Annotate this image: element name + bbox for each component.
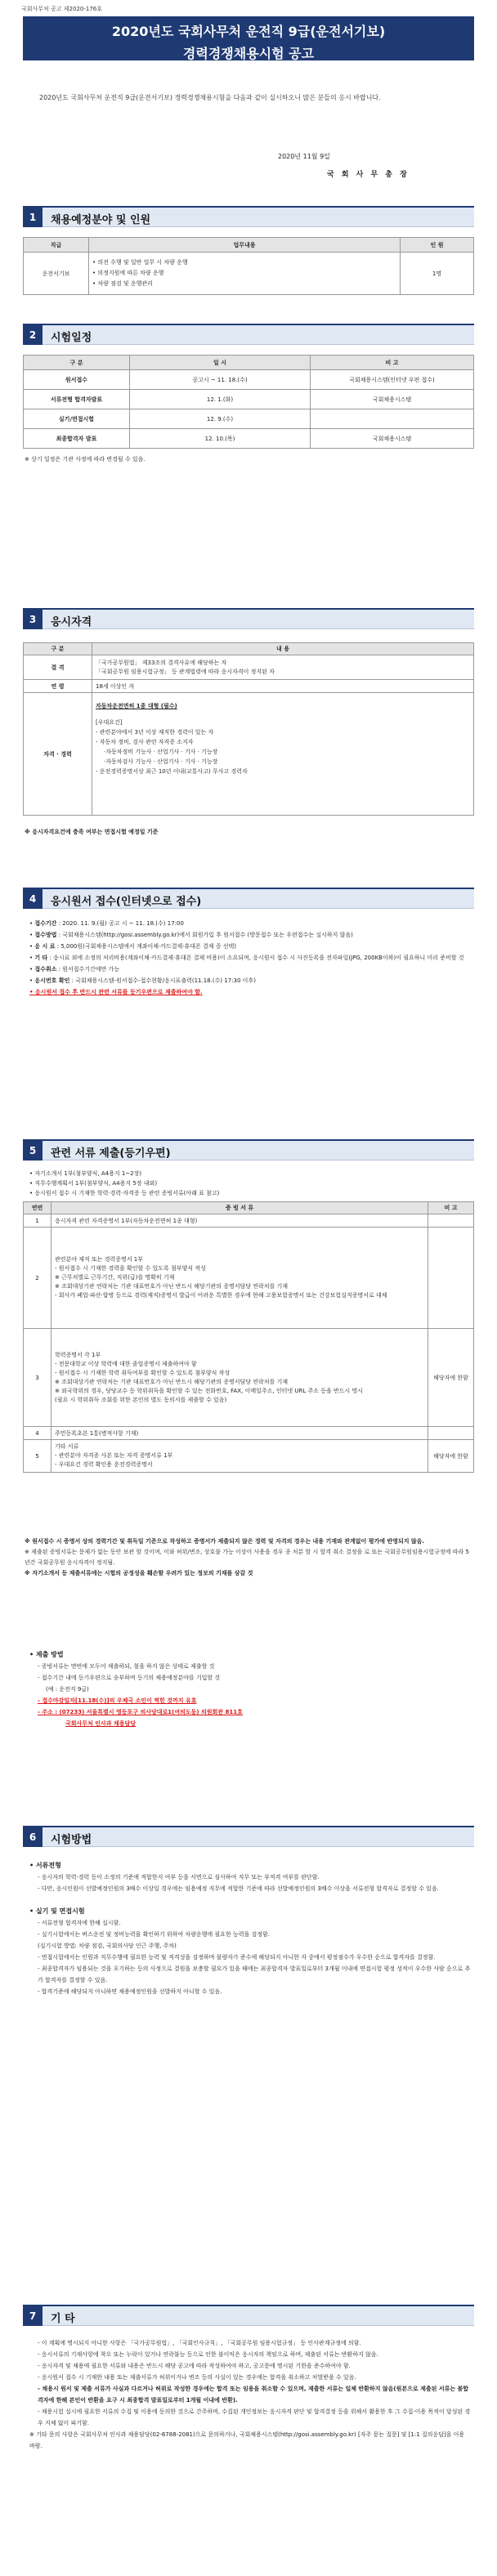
list-item: - 최종합격자가 임용되는 것을 포기하는 등의 사정으로 결원을 보충할 필요가 있을 때에는 최종합격자 발표일로부터 3개월 이내에 면접시험 평정 성적이 우수한 사람 순으로 추가 합격자를 결정할 수 있음. [38,1966,471,1983]
table-cell: 기타 서류 - 관련분야 자격증 사본 또는 자격 증명서류 1부 - 우대요건 경력 확인용 운전경력증명서 [51,1440,428,1473]
list-item: (실기시험 방법: 차량 점검, 국회의사당 인근 주행, 주차) [38,1943,177,1949]
list-item: - 이 계획에 명시되지 아니한 사항은 「국가공무원법」, 「국회인사규칙」, 「국회공무원 임용시험규정」 등 인사관계규정에 의함. [38,2340,361,2346]
table-cell: 2 [24,1228,51,1329]
qual-line: - 자동차 정비, 검사 관련 자격증 소지자 [96,739,194,745]
table-header: 연번 [24,1202,51,1214]
table-cell: 공고시 ~ 11. 18.(수) [130,370,311,390]
table-header: 인 원 [401,238,474,253]
list-item: • 기 타 : 응시료 외에 소정의 처리비용(계좌이체·카드결제·휴대폰 결제 비용)이 소요되며, 응시원서 접수 시 사진등록을 전자파일(JPG, 200KB이하)이 필요하니 미리 준비할 것 [29,955,464,961]
qual-line: - 관련분야에서 3년 이상 재직한 경력이 있는 자 [96,729,214,736]
section-header-7 [23,2305,474,2326]
table-cell: 해당자에 한함 [428,1329,474,1427]
table-cell: 12. 10.(목) [130,429,311,449]
list-item: • 응시번호 확인 : 국회채용시스템-원서접수-접수현황/응시표출력(11.18.(수) 17:30 이후) [29,977,256,984]
table-header: 직급 [24,238,89,253]
duty-item: • 의전 수행 및 일반 업무 시 차량 운행 [92,259,188,266]
table-cell: 서류전형 합격자발표 [24,390,130,409]
qual-line: ·자동차검사 기능사 · 산업기사 · 기사 · 기능장 [104,758,218,765]
misc-list [29,2337,471,2452]
section-number: 7 [23,2306,43,2326]
table-cell: 실기/면접시험 [24,409,130,429]
list-item: - 채용시험 실시에 필요한 서류의 수집 및 이용에 동의한 것으로 간주하며, 수집된 개인정보는 응시자격 판단 및 합격결정 등을 위해서 활용한 후 그 수집·이용 목적이 달성된 경우 지체 없이 파기함. [38,2408,471,2426]
section-title: 응시자격 [51,616,92,628]
table-cell: 18세 이상인 자 [92,680,474,693]
table-cell: 「국가공무원법」 제33조의 결격사유에 해당하는 자 「국회공무원 임용시험규정」 등 관계법령에 따라 응시자격이 정지된 자 [92,655,474,680]
table-cell: 국회채용시스템 [311,390,474,409]
list-item: • 응시원서 접수 시 기재한 학력·경력·자격증 등 관련 증빙서류(아래 표 참고) [29,1190,220,1196]
section-title: 응시원서 접수(인터넷으로 접수) [51,896,202,908]
table-cell: 3 [24,1329,51,1427]
table-cell: 주민등록초본 1통(병적사항 기재) [51,1427,428,1440]
section-header-2 [23,324,474,345]
list-item: - 응시자격 및 채용에 필요한 서류와 내용은 반드시 해당 공고에 따라 작성하여야 하고, 공고문에 명시된 기한을 준수하여야 함. [38,2363,351,2369]
table-cell [428,1214,474,1228]
application-list [29,919,471,999]
qual-line: - 운전경력증명서상 최근 10년 이내(교통사고) 무사고 경력자 [96,768,248,775]
qual-line: [우대요건] [96,719,123,726]
list-item: - 면접시험에서는 인원과 직무수행에 필요한 능력 및 적격성을 검정하며 불량자가 준수에 해당되지 아니한 자 중에서 평정점수가 우수한 순으로 합격자를 결정함. [38,1954,436,1961]
page-subtitle: 경력경쟁채용시험 공고 [182,46,315,61]
announcement-date: 2020년 11월 9일 [278,153,330,160]
section-number: 5 [23,1141,43,1161]
duty-item: • 의정지원에 따른 차량 운행 [92,270,164,276]
page-title: 2020년도 국회사무처 운전직 9급(운전서기보) [111,24,386,39]
table-cell: 응시자격 관련 자격증명서 1부(자동차운전면허 1종 대형) [51,1214,428,1228]
table-header: 일 시 [130,356,311,370]
list-item: - 채용시 원서 및 제출 서류가 사실과 다르거나 허위로 작성한 경우에는 합격 또는 임용을 취소할 수 있으며, 제출한 서류는 일체 반환하지 않음(원본으로 제출된 서류는 불합격자에 한해 본인이 반환을 요구 시 최종합격 발표일로부터 1개월 이내에 반환). [38,2386,469,2404]
note-item: ※ 제출된 증빙서류는 문제가 없는 동안 보관 할 것이며, 이와 허위/변조, 상호불 가능 이상이 사용을 경우 종 처분 할 시 합격 취소 결정을 로 또는 국회공무원임용시험규정에 따라 5년간 국회공무원 응시자격이 정지됨. [25,1549,469,1566]
list-item: - 응시자의 학력·경력 등이 소정의 기준에 적합한지 여부 등을 서면으로 심사하여 직무 또는 부적격 여부를 판단함. [38,1874,320,1881]
required-license: 자동차운전면허 1종 대형 (필수) [96,703,177,709]
section-number: 4 [23,889,43,909]
section-title: 채용예정분야 및 인원 [51,214,151,226]
subheading: • 제출 방법 [29,1651,64,1658]
list-item: • 자기소개서 1부(첨부양식, A4용지 1~2장) [29,1170,142,1177]
page-title-banner [23,16,474,60]
section-title: 시험방법 [51,1834,92,1846]
table-cell: 관련분야 재직 또는 경력증명서 1부 - 원서접수 시 기재한 경력을 확인할 수 있도록 첨부양식 작성 ※ 근무처별로 근무기간, 직위(급)를 명확히 기재 ※ 조회대상기관 연락처는 기관 대표번호가 아닌 반드시 해당기관의 증명서담당 연락처를 기재 - 회사가 폐업·파산·합병 등으로 경력(재직)증명서 발급이 어려운 특별한 경우에 한해 고용보험증명서 또는 건강보험실직증명서로 대체 [51,1228,428,1329]
table-cell: 학력증명서 각 1부 - 전문대학교 이상 학력에 대한 졸업증명서 제출하여야 함 - 원서접수 시 기재한 학력 취득여부를 확인할 수 있도록 첨부양식 작성 ※ 조회대상기관 연락처는 기관 대표번호가 아닌 반드시 해당기관의 증명서담당 연락처를 기재 ※ 외국학위의 경우, 당당교수 등 학위취득을 확인할 수 있는 전화번호, FAX, 이메일주소, 인터넷 URL 주소 등을 반드시 명시 (필요 시 학위취득 조회를 위한 본인의 별도 동의서를 제출할 수 있음) [51,1329,428,1427]
intro-text: 2020년도 국회사무처 운전직 9급(운전서기보) 경력경쟁채용시험을 다음과 같이 실시하오니 많은 분들의 응시 바랍니다. [39,94,381,101]
table-cell: 자격 · 경력 [24,693,92,816]
submission-warning: • 응시원서 접수 후 반드시 관련 서류를 등기우편으로 제출하여야 함. [29,989,203,995]
table-header: 증 빙 서 류 [51,1202,428,1214]
list-item: - 다만, 응시인원이 선발예정인원의 3배수 이상일 경우에는 임용예정 직무에 적합한 기준에 따라 선발예정인원의 3배수 이상을 서류전형 합격자로 결정할 수 있음. [38,1885,439,1892]
section-number: 2 [23,325,43,345]
table-cell: 12. 1.(화) [130,390,311,409]
mailing-address-line2: 국회사무처 인사과 채용담당 [65,1720,137,1727]
list-item: - 접수기간 내에 등기우편으로 송부하며 등기의 채용예정분야를 기입할 것 [38,1675,221,1681]
notice-number: 국회사무처 공고 제2020-176호 [21,6,103,12]
list-item: - 실기시험에서는 버스운전 및 정비능력을 확인하기 위하여 차량운행에 필요한 능력을 검정함. [38,1931,270,1938]
table-header: 구 분 [24,643,92,655]
section-header-1 [23,206,474,227]
list-item: • 접수방법 : 국회채용시스템(http://gosi.assembly.go.kr)에서 회원가입 후 원서접수 (방문접수 또는 우편접수는 실시하지 않음) [29,932,353,938]
section-title: 관련 서류 제출(등기우편) [51,1147,171,1160]
submission-method [29,1649,471,1729]
documents-notes [25,1536,471,1579]
table-cell: 운전서기보 [24,253,89,295]
list-item: - 응시원서 접수 시 기재한 내용 또는 제출서류가 허위이거나 변조 등의 사실이 있는 경우에는 합격을 취소하고 처벌받을 수 있음. [38,2374,356,2381]
mailing-address: - 주소 : (07233) 서울특별시 영등포구 의사당대로1(여의도동) 의원회관 811호 [38,1709,243,1715]
table-cell: 최종합격자 발표 [24,429,130,449]
table-cell: 4 [24,1427,51,1440]
contact-note: ※ 기타 문의 사항은 국회사무처 인사과 채용담당(02-6788-2081)으로 문의하거나, 국회채용시스템(http://gosi.assembly.go.kr) [자주 묻는 질문] 및 [1:1 질의응답]을 이용 바람. [29,2431,465,2449]
table-header: 업무내용 [89,238,401,253]
documents-intro [29,1169,471,1198]
list-item: - 증빙서류는 면번에 모두어 제출하되, 철을 하지 않은 상태로 제출할 것 [38,1663,215,1670]
table-cell: 5 [24,1440,51,1473]
duty-item: • 차량 점검 및 운행관리 [92,280,153,287]
table-header: 비 고 [428,1202,474,1214]
table-header: 비 고 [311,356,474,370]
section-title: 시험일정 [51,332,92,344]
eligibility-table [23,642,474,816]
table-cell: 결 격 [24,655,92,680]
table-cell: 1 [24,1214,51,1228]
list-item: - 합격기준에 해당되지 아니하면 채용예정인원을 선발하지 아니할 수 있음. [38,1988,222,1995]
section-header-6 [23,1826,474,1847]
section-header-3 [23,608,474,629]
list-item: (예 : 운전직 9급) [46,1686,89,1693]
list-item: • 직무수행계획서 1부(첨부양식, A4용지 5장 내외) [29,1180,158,1187]
documents-table [23,1201,474,1473]
table-cell: 1명 [401,253,474,295]
table-header: 내 용 [92,643,474,655]
table-cell: 해당자에 한함 [428,1440,474,1473]
section-number: 6 [23,1827,43,1847]
table-header: 구 분 [24,356,130,370]
list-item: • 접수취소 : 원서접수기간에만 가능 [29,966,120,973]
section-header-4 [23,888,474,909]
subheading: • 실기 및 면접시험 [29,1907,85,1915]
positions-table [23,237,474,295]
section-number: 3 [23,610,43,629]
table-cell: 국회채용시스템 [311,429,474,449]
note-item: ※ 자기소개서 등 제출서류에는 시험의 공정성을 훼손할 우려가 있는 정보의 기재를 삼갈 것 [25,1570,253,1576]
table-cell: 원서접수 [24,370,130,390]
table-cell: 12. 9.(수) [130,409,311,429]
table-cell [311,409,474,429]
section-number: 1 [23,208,43,227]
section-title: 기 타 [51,2313,75,2325]
list-item: • 접수기간 : 2020. 11. 9.(월) 공고 시 ~ 11. 18.(수) 17:00 [29,920,184,927]
exam-method [29,1860,471,1997]
list-item: - 응시서류의 기재사항에 착오 또는 누락이 있거나 연락불능 등으로 인한 불이익은 응시자의 책임으로 하며, 제출된 서류는 반환하지 않음. [38,2351,378,2358]
eligibility-note: ※ 응시자격요건에 충족 여부는 면접시험 예정일 기준 [25,829,159,835]
signer: 국 회 사 무 총 장 [327,171,410,179]
note-item: ※ 원서접수 시 증명서 상의 경력기간 및 취득일 기준으로 작성하고 증명서가 제출되지 않은 경력 및 자격의 경우는 내용 기재와 관계없이 평가에 반영되지 않음. [25,1538,425,1545]
table-cell: 국회채용시스템(인터넷 우편 접수) [311,370,474,390]
list-item: • 응 시 료 : 5,000원(국회채용시스템에서 계좌이체·카드결제·휴대폰 결제 중 선택) [29,943,237,950]
section-header-5 [23,1139,474,1161]
schedule-table [23,355,474,449]
deadline-notice: - 접수마감일자[11.18(수)]의 우체국 소인이 찍힌 것까지 유효 [38,1697,197,1704]
subheading: • 서류전형 [29,1862,61,1869]
schedule-note: ※ 상기 일정은 기관 사정에 따라 변경될 수 있음. [25,456,146,463]
table-cell [428,1427,474,1440]
table-cell: 연 령 [24,680,92,693]
qual-line: ·자동차정비 기능사 · 산업기사 · 기사 · 기능장 [104,749,218,755]
list-item: - 서류전형 합격자에 한해 실시함. [38,1920,121,1926]
table-cell [428,1228,474,1329]
